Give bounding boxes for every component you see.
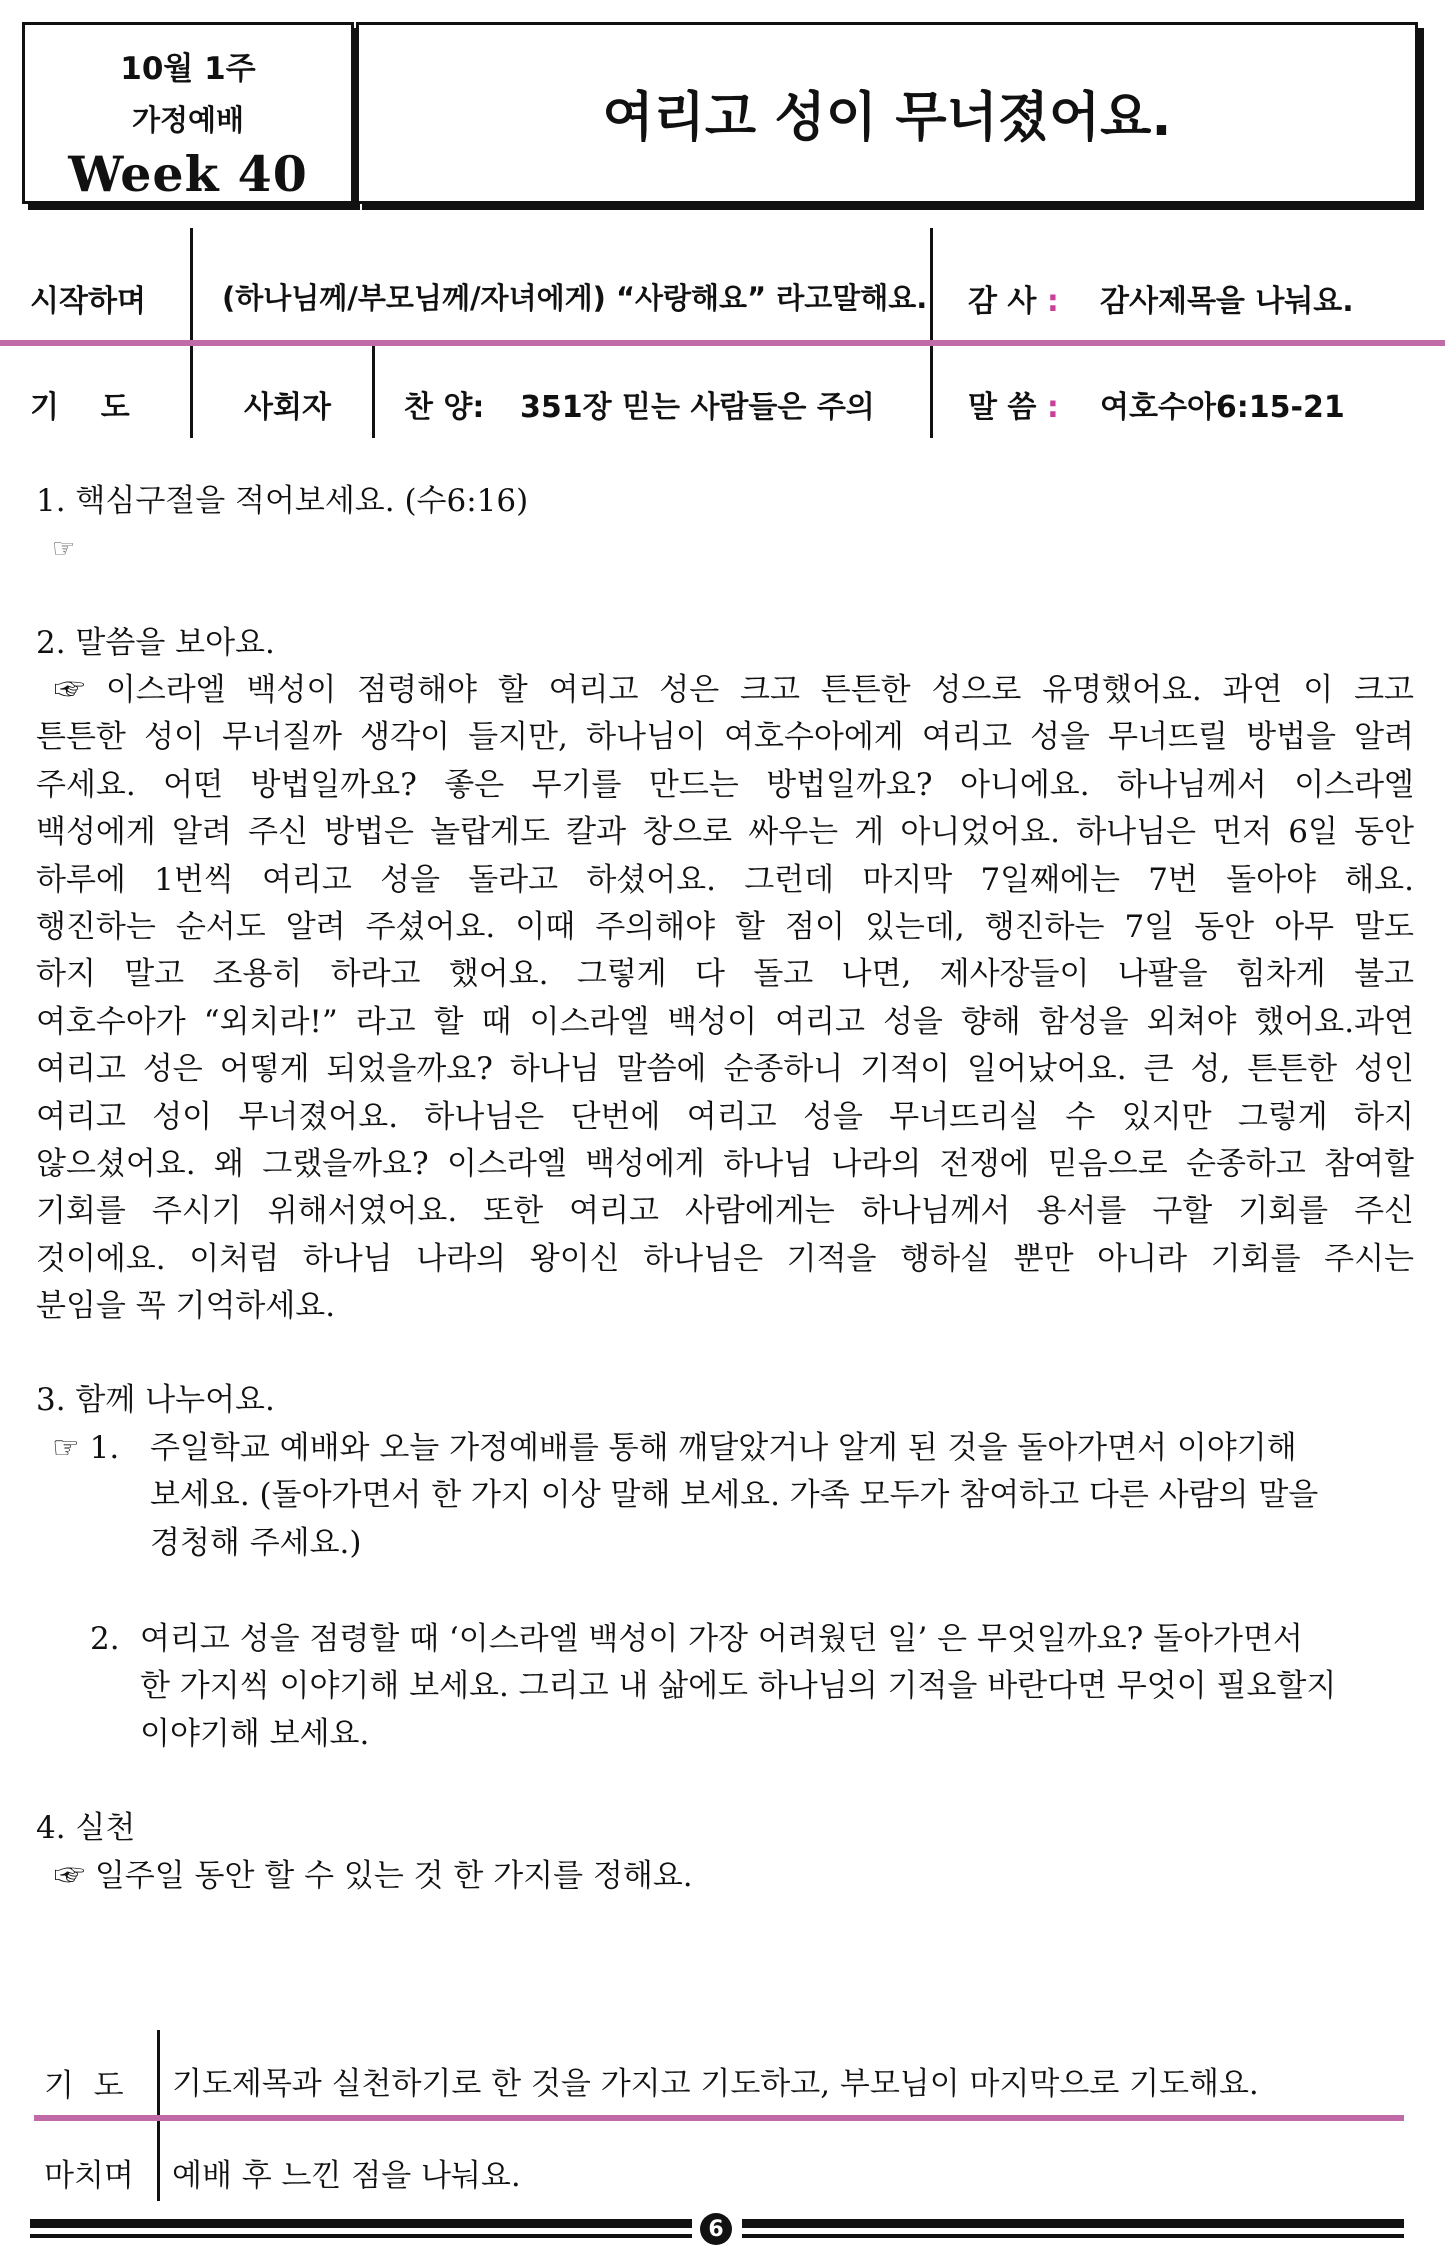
divider: [190, 346, 193, 438]
footer-bar-left: [30, 2219, 692, 2228]
question2: [140, 1616, 1336, 1758]
hymn-value: 351장 믿는 사람들은 주의: [520, 390, 875, 425]
paragraph-line: 여리고 성은 어떻게 되었을까요? 하나님 말씀에 순종하니 기적이 일어났어요. 큰 성, 튼튼한 성인: [36, 1051, 1414, 1088]
thanks-label-text: 감 사: [968, 284, 1037, 319]
section3-heading: 3. 함께 나누어요.: [36, 1382, 275, 1418]
word-label: [968, 382, 1059, 426]
pink-divider: [0, 340, 1445, 346]
section4-heading: 4. 실천: [36, 1810, 136, 1846]
pink-divider: [34, 2115, 1404, 2121]
question-line: 이야기해 보세요.: [140, 1715, 370, 1752]
question1-number: ☞ 1.: [52, 1430, 120, 1466]
leader-label: 사회자: [244, 390, 331, 425]
page-number: 6: [700, 2213, 732, 2245]
hymn-label: 찬 양:: [404, 390, 485, 425]
closing-prayer-label: 기 도: [44, 2068, 124, 2104]
paragraph-line: 튼튼한 성이 무너질까 생각이 들지만, 하나님이 여호수아에게 여리고 성을 무너뜨릴 방법을 알려: [36, 719, 1414, 756]
closing-prayer-text: 기도제목과 실천하기로 한 것을 가지고 기도하고, 부모님이 마지막으로 기도해요.: [172, 2066, 1259, 2102]
start-label: 시작하며: [30, 284, 146, 319]
closing-label: 마치며: [44, 2158, 134, 2194]
title-box: [356, 22, 1418, 204]
start-content: (하나님께/부모님께/자녀에게) “사랑해요” 라고말해요.: [222, 281, 928, 315]
practice-line: ☞ 일주일 동안 할 수 있는 것 한 가지를 정해요.: [54, 1858, 693, 1894]
paragraph-line: ☞ 이스라엘 백성이 점령해야 할 여리고 성은 크고 튼튼한 성으로 유명했어요. 과연 이 크고: [54, 672, 1414, 708]
section2-heading: 2. 말씀을 보아요.: [36, 625, 275, 661]
divider: [930, 346, 933, 438]
worship-type: 가정예배: [131, 103, 245, 137]
question-line: 여리고 성을 점령할 때 ‘이스라엘 백성이 가장 어려웠던 일’ 은 무엇일까요? 돌아가면서: [140, 1621, 1303, 1657]
scripture-reference: 여호수아6:15-21: [1100, 390, 1345, 425]
thanks-label: [968, 276, 1059, 320]
paragraph-line: 것이에요. 이처럼 하나님 나라의 왕이신 하나님은 기적을 행하실 뿐만 아니라 기회를 주시는: [36, 1240, 1414, 1277]
closing-text: 예배 후 느낀 점을 나눠요.: [172, 2158, 521, 2194]
question-line: 한 가지씩 이야기해 보세요. 그리고 내 삶에도 하나님의 기적을 바란다면 무엇이 필요할지: [140, 1668, 1337, 1705]
thanks-colon: :: [1046, 284, 1059, 319]
divider: [157, 2121, 160, 2201]
paragraph-line: 주세요. 어떤 방법일까요? 좋은 무기를 만드는 방법일까요? 아니에요. 하나님께서 이스라엘: [36, 766, 1414, 803]
footer-bar-left-thin: [30, 2234, 692, 2238]
word-colon: :: [1046, 390, 1059, 425]
section1-heading: 1. 핵심구절을 적어보세요. (수6:16): [36, 483, 529, 519]
question1: [150, 1425, 1318, 1567]
footer-bar-right-thin: [742, 2234, 1404, 2238]
week-date: 10월 1주: [120, 51, 256, 87]
paragraph-line: 백성에게 알려 주신 방법은 놀랍게도 칼과 창으로 싸우는 게 아니었어요. 하나님은 먼저 6일 동안: [36, 814, 1414, 851]
question-line: 보세요. (돌아가면서 한 가지 이상 말해 보세요. 가족 모두가 참여하고 다른 사람의 말을: [150, 1477, 1319, 1514]
question-line: 주일학교 예배와 오늘 가정예배를 통해 깨달았거나 알게 된 것을 돌아가면서 이야기해: [150, 1430, 1297, 1466]
divider: [190, 228, 193, 340]
paragraph-line: 않으셨어요. 왜 그랬을까요? 이스라엘 백성에게 하나님 나라의 전쟁에 믿음으로 순종하고 참여할: [36, 1145, 1414, 1182]
word-label-text: 말 씀: [968, 390, 1037, 425]
paragraph-line: 기회를 주시기 위해서였어요. 또한 여리고 사람에게는 하나님께서 용서를 구할 기회를 주신: [36, 1193, 1414, 1230]
prayer-label: 기 도: [30, 390, 130, 425]
page-title: 여리고 성이 무너졌어요.: [602, 87, 1172, 148]
question2-number: 2.: [90, 1621, 120, 1657]
pointer-icon: ☞: [52, 534, 76, 564]
paragraph-line: 하지 말고 조용히 하라고 했어요. 그렇게 다 돌고 나면, 제사장들이 나팔을 힘차게 불고: [36, 956, 1414, 993]
question-line: 경청해 주세요.): [150, 1524, 362, 1561]
paragraph-line: 하루에 1번씩 여리고 성을 돌라고 하셨어요. 그런데 마지막 7일째에는 7번 돌아야 해요.: [36, 861, 1414, 898]
week-info-box: [22, 22, 354, 204]
paragraph-line: 행진하는 순서도 알려 주셨어요. 이때 주의해야 할 점이 있는데, 행진하는 7일 동안 아무 말도: [36, 908, 1414, 945]
divider: [157, 2030, 160, 2116]
week-number: Week 40: [68, 145, 308, 203]
footer-bar-right: [742, 2219, 1404, 2228]
sermon-paragraph: [36, 667, 1414, 1330]
paragraph-line: 여호수아가 “외치라!” 라고 할 때 이스라엘 백성이 여리고 성을 향해 함성을 외쳐야 했어요.과연: [36, 1003, 1414, 1040]
paragraph-line: 분임을 꼭 기억하세요.: [36, 1288, 336, 1325]
thanks-value: 감사제목을 나눠요.: [1100, 284, 1354, 319]
divider: [930, 228, 933, 340]
divider: [372, 346, 375, 438]
paragraph-line: 여리고 성이 무너졌어요. 하나님은 단번에 여리고 성을 무너뜨리실 수 있지만 그렇게 하지: [36, 1098, 1414, 1135]
